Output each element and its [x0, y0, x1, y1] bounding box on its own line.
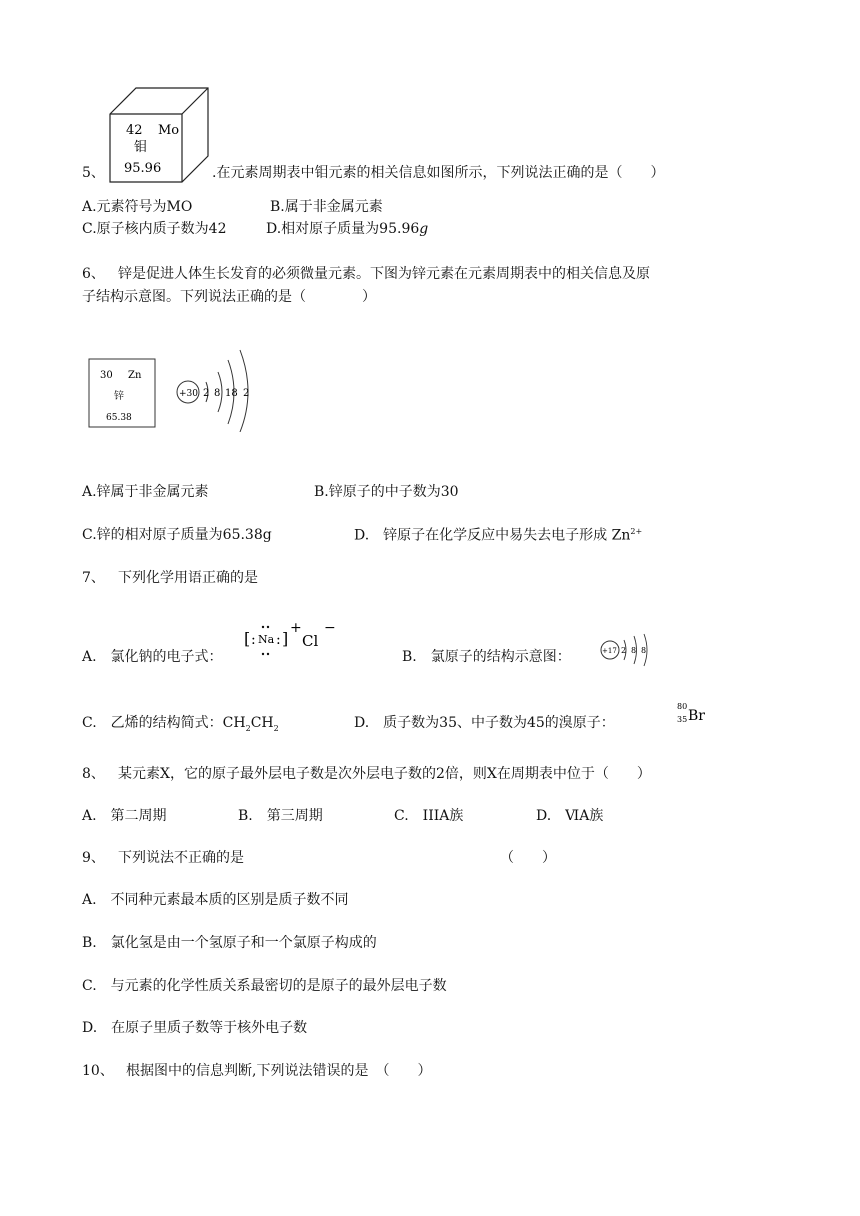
colon-left: : [251, 632, 256, 648]
q7-option-a: A. 氯化钠的电子式： [82, 649, 223, 665]
bromine-nuclide-symbol [676, 700, 720, 728]
mo-name: 钼 [134, 140, 148, 155]
q6-option-d [354, 528, 642, 543]
zn-nucleus-charge: +30 [179, 389, 198, 399]
br-atomic-number: 35 [677, 715, 688, 724]
q7-stem: 下列化学用语正确的是 [118, 570, 258, 586]
q6-option-c: C.锌的相对原子质量为65.38g [82, 527, 272, 543]
cl-charge: − [324, 620, 336, 636]
zn-shell-1: 2 [203, 388, 210, 399]
q6-option-a: A.锌属于非金属元素 [82, 484, 209, 500]
q6-option-d-text: D. 锌原子在化学反应中易失去电子形成 Zn [354, 527, 631, 544]
q7-option-c-sub-2: 2 [273, 723, 279, 733]
na-charge: + [290, 620, 302, 636]
na-symbol: Na [258, 633, 275, 646]
zn-symbol: Zn [128, 370, 142, 381]
q10-number: 10、 [82, 1063, 114, 1079]
zn-element-card [88, 358, 156, 428]
q9-option-a: A. 不同种元素最本质的区别是质子数不同 [82, 892, 349, 908]
zn-atomic-number: 30 [100, 370, 113, 381]
q7-number: 7、 [82, 570, 105, 586]
q9-stem: 下列说法不正确的是 [118, 850, 244, 866]
q8-number: 8、 [82, 766, 105, 782]
q7-option-c-mid: CH [250, 715, 274, 731]
q9-answer-paren: （ ） [500, 850, 556, 866]
cl-shell-2: 8 [631, 646, 637, 655]
q6-number: 6、 [82, 266, 105, 282]
mo-symbol: Mo [158, 123, 180, 138]
zn-name: 锌 [114, 391, 124, 402]
mo-element-card [108, 86, 210, 184]
q5-option-a: A.元素符号为MO [82, 199, 193, 215]
cl-nucleus-charge: +17 [602, 647, 617, 655]
q5-stem: .在元素周期表中钼元素的相关信息如图所示，下列说法正确的是（ ） [212, 165, 665, 181]
q7-option-d: D. 质子数为35、中子数为45的溴原子： [354, 715, 615, 731]
zn-shell-2: 8 [214, 388, 221, 399]
q6-option-d-charge: 2+ [630, 527, 643, 536]
colon-right: : [276, 632, 281, 648]
nacl-electron-formula [244, 620, 340, 662]
br-symbol: Br [688, 708, 705, 724]
q7-option-c-text: C. 乙烯的结构简式：CH [82, 715, 246, 731]
cl-symbol: Cl [302, 632, 319, 650]
left-bracket: [ [244, 629, 251, 648]
zn-atom-structure-diagram [174, 344, 262, 432]
q6-stem-line-1: 锌是促进人体生长发育的必须微量元素。下图为锌元素在元素周期表中的相关信息及原 [118, 266, 650, 282]
q9-option-b: B. 氯化氢是由一个氢原子和一个氯原子构成的 [82, 935, 377, 951]
zn-mass: 65.38 [106, 413, 132, 423]
q9-number: 9、 [82, 850, 105, 866]
q5-option-c: C.原子核内质子数为42 [82, 221, 227, 237]
q7-option-c-sub-1: 2 [245, 723, 251, 733]
q8-stem: 某元素X，它的原子最外层电子数是次外层电子数的2倍，则X在周期表中位于（ ） [118, 766, 651, 782]
q8-option-b: B. 第三周期 [238, 808, 323, 824]
q5-option-d-unit: g [419, 221, 429, 237]
cl-atom-structure-diagram [598, 630, 654, 670]
q8-option-a: A. 第二周期 [82, 808, 167, 824]
q7-option-b: B. 氯原子的结构示意图： [402, 649, 571, 665]
zn-shell-4: 2 [243, 388, 250, 399]
q9-option-c: C. 与元素的化学性质关系最密切的是原子的最外层电子数 [82, 978, 447, 994]
q6-option-b: B.锌原子的中子数为30 [314, 484, 459, 500]
cl-shell-3: 8 [641, 646, 647, 655]
q5-option-d [266, 222, 428, 236]
br-mass-number: 80 [677, 702, 688, 711]
mo-atomic-number: 42 [126, 123, 143, 138]
q5-number: 5、 [82, 165, 105, 181]
cl-shell-1: 2 [621, 646, 627, 655]
q5-option-b: B.属于非金属元素 [270, 199, 383, 215]
right-bracket: ] [282, 629, 289, 648]
mo-mass: 95.96 [124, 161, 162, 176]
q9-option-d: D. 在原子里质子数等于核外电子数 [82, 1020, 308, 1036]
q7-option-c [82, 716, 279, 733]
q6-stem-line-2: 子结构示意图。下列说法正确的是（ ） [82, 289, 376, 305]
q10-stem: 根据图中的信息判断,下列说法错误的是 （ ） [126, 1063, 432, 1079]
q8-option-c: C. IIIA族 [394, 808, 464, 824]
q5-option-d-text: D.相对原子质量为95.96 [266, 221, 420, 237]
zn-shell-3: 18 [225, 388, 238, 399]
q8-option-d: D. ⅥA族 [536, 808, 604, 824]
